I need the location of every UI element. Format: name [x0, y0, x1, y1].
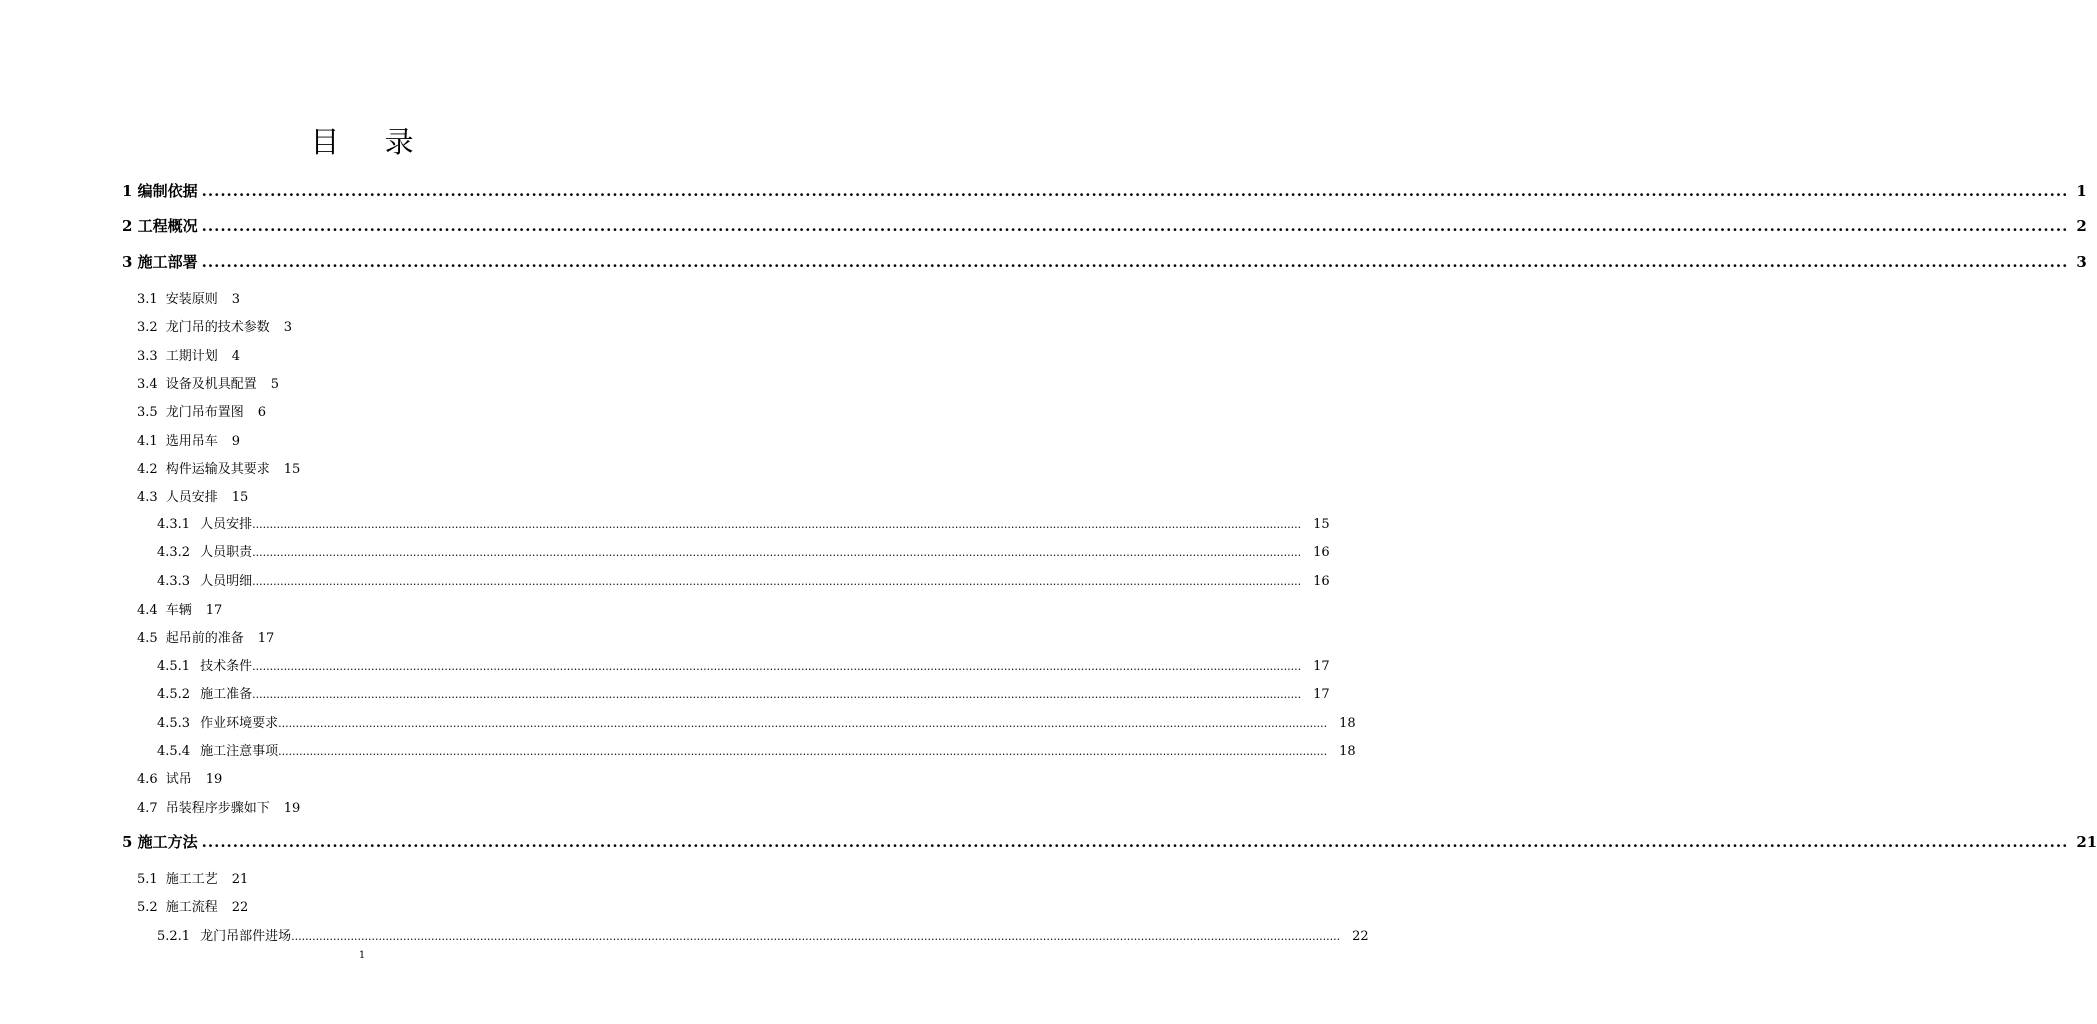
- dot-leader: ............................................................................................................................................................................................................................................................................................................: [291, 930, 1341, 943]
- toc-entry-number: 4.5.1: [157, 659, 191, 674]
- toc-entry-title: 人员明细: [200, 574, 253, 589]
- toc-entry[interactable]: [137, 797, 300, 816]
- toc-entry[interactable]: [157, 712, 1356, 731]
- toc-entry-number: 5.2: [137, 900, 158, 915]
- dot-leader: ............................................................................................................................................................................................................................................................................................................: [252, 660, 1302, 673]
- toc-entry-title: 施工准备: [200, 687, 253, 702]
- toc-entry-title: 试吊: [165, 772, 192, 787]
- toc-entry-page: 17: [1313, 659, 1330, 674]
- toc-entry-page: 18: [1339, 716, 1356, 731]
- toc-entry-title: 构件运输及其要求: [165, 462, 270, 477]
- toc-entry-page: 19: [205, 772, 223, 787]
- toc-entry-page: 22: [231, 900, 249, 915]
- toc-entry-title: 人员安排: [165, 490, 218, 505]
- toc-entry-page: 15: [283, 462, 301, 477]
- toc-entry-title: 工期计划: [165, 349, 218, 364]
- toc-entry-page: 15: [231, 490, 249, 505]
- toc-entry-page: 4: [231, 349, 240, 364]
- toc-entry[interactable]: [137, 627, 274, 646]
- toc-entry[interactable]: [157, 513, 1330, 532]
- toc-entry[interactable]: [157, 740, 1356, 759]
- toc-entry[interactable]: [157, 570, 1330, 589]
- toc-entry[interactable]: [122, 215, 2087, 236]
- toc-entry-title: 吊装程序步骤如下: [165, 801, 270, 816]
- toc-entry-number: 5.2.1: [157, 929, 191, 944]
- toc-entry-number: 4.5: [137, 631, 158, 646]
- toc-entry-number: 4.3.1: [157, 517, 191, 532]
- toc-entry-page: 16: [1313, 574, 1330, 589]
- toc-entry[interactable]: [137, 430, 240, 449]
- toc-entry-title: 设备及机具配置: [165, 377, 257, 392]
- toc-entry[interactable]: [137, 373, 279, 392]
- toc-entry-title: 选用吊车: [165, 434, 218, 449]
- toc-entry-page: 18: [1339, 744, 1356, 759]
- toc-entry[interactable]: [137, 486, 248, 505]
- toc-entry-number: 3.5: [137, 405, 158, 420]
- toc-entry[interactable]: [137, 868, 248, 887]
- toc-entry-number: 4.3.2: [157, 545, 191, 560]
- toc-entry-title: 人员职责: [200, 545, 253, 560]
- toc-entry-page: 9: [231, 434, 240, 449]
- dot-leader: ............................................................................................................................................................................................................................................................................................................: [252, 688, 1302, 701]
- toc-entry[interactable]: [137, 458, 300, 477]
- toc-entry-number: 4.3: [137, 490, 158, 505]
- toc-entry-page: 6: [257, 405, 266, 420]
- dot-leader: ............................................................................................................................................................................................................................................................................................................: [252, 518, 1302, 531]
- toc-entry-title: 龙门吊部件进场: [200, 929, 292, 944]
- toc-entry-title: 龙门吊布置图: [165, 405, 244, 420]
- toc-entry-title: 1 编制依据: [122, 182, 198, 200]
- dot-leader: ............................................................................................................................................................................................................................................................................................................: [201, 833, 2069, 851]
- toc-entry-title: 技术条件: [200, 659, 253, 674]
- dot-leader: ............................................................................................................................................................................................................................................................................................................: [201, 217, 2069, 235]
- toc-entry-number: 4.5.3: [157, 716, 191, 731]
- toc-entry-number: 4.1: [137, 434, 158, 449]
- toc-entry-number: 4.5.4: [157, 744, 191, 759]
- toc-entry-page: 21: [2076, 833, 2097, 851]
- toc-entry-title: 5 施工方法: [122, 833, 198, 851]
- toc-entry[interactable]: [137, 345, 240, 364]
- toc-entry-title: 车辆: [165, 603, 192, 618]
- toc-entry-page: 17: [257, 631, 275, 646]
- toc-entry[interactable]: [137, 401, 266, 420]
- toc-entry-title: 3 施工部署: [122, 253, 198, 271]
- toc-entry[interactable]: [137, 896, 248, 915]
- toc-entry-title: 施工流程: [165, 900, 218, 915]
- toc-entry-page: 22: [1352, 929, 1369, 944]
- toc-entry-number: 4.3.3: [157, 574, 191, 589]
- toc-entry-title: 起吊前的准备: [165, 631, 244, 646]
- toc-entry-page: 21: [231, 872, 249, 887]
- dot-leader: ............................................................................................................................................................................................................................................................................................................: [278, 717, 1328, 730]
- toc-entry-number: 4.4: [137, 603, 158, 618]
- toc-entry-title: 2 工程概况: [122, 217, 198, 235]
- toc-entry-number: 4.5.2: [157, 687, 191, 702]
- toc-entry-number: 3.2: [137, 320, 158, 335]
- toc-entry[interactable]: [137, 316, 292, 335]
- toc-entry-page: 5: [270, 377, 279, 392]
- toc-entry-page: 2: [2076, 217, 2087, 235]
- toc-entry[interactable]: [157, 541, 1330, 560]
- toc-entry-number: 3.3: [137, 349, 158, 364]
- toc-entry-page: 17: [205, 603, 223, 618]
- toc-title: 目 录: [310, 125, 432, 159]
- toc-entry-title: 施工注意事项: [200, 744, 279, 759]
- toc-entry-page: 19: [283, 801, 301, 816]
- toc-entry-title: 施工工艺: [165, 872, 218, 887]
- toc-entry[interactable]: [157, 925, 1369, 944]
- toc-entry-number: 4.6: [137, 772, 158, 787]
- dot-leader: ............................................................................................................................................................................................................................................................................................................: [252, 575, 1302, 588]
- toc-entry[interactable]: [157, 655, 1330, 674]
- dot-leader: ............................................................................................................................................................................................................................................................................................................: [252, 546, 1302, 559]
- toc-entry-page: 1: [2076, 182, 2087, 200]
- toc-entry-number: 4.2: [137, 462, 158, 477]
- toc-entry-page: 15: [1313, 517, 1330, 532]
- toc-entry[interactable]: [122, 831, 2097, 852]
- dot-leader: ............................................................................................................................................................................................................................................................................................................: [201, 182, 2069, 200]
- toc-entry-page: 3: [2076, 253, 2087, 271]
- toc-entry-title: 人员安排: [200, 517, 253, 532]
- toc-entry-page: 3: [231, 292, 240, 307]
- toc-entry-page: 17: [1313, 687, 1330, 702]
- toc-entry[interactable]: [137, 288, 240, 307]
- dot-leader: ............................................................................................................................................................................................................................................................................................................: [201, 253, 2069, 271]
- toc-entry[interactable]: [137, 599, 222, 618]
- toc-entry-number: 3.1: [137, 292, 158, 307]
- page-number: 1: [358, 950, 366, 961]
- toc-entry[interactable]: [157, 683, 1330, 702]
- toc-entry-title: 安装原则: [165, 292, 218, 307]
- toc-entry[interactable]: [122, 251, 2087, 272]
- toc-entry-title: 龙门吊的技术参数: [165, 320, 270, 335]
- toc-entry-page: 3: [283, 320, 292, 335]
- toc-entry[interactable]: [122, 180, 2087, 201]
- toc-entry-number: 3.4: [137, 377, 158, 392]
- toc-entry[interactable]: [137, 768, 222, 787]
- toc-entry-title: 作业环境要求: [200, 716, 279, 731]
- toc-entry-number: 4.7: [137, 801, 158, 816]
- toc-entry-page: 16: [1313, 545, 1330, 560]
- toc-entry-number: 5.1: [137, 872, 158, 887]
- dot-leader: ............................................................................................................................................................................................................................................................................................................: [278, 745, 1328, 758]
